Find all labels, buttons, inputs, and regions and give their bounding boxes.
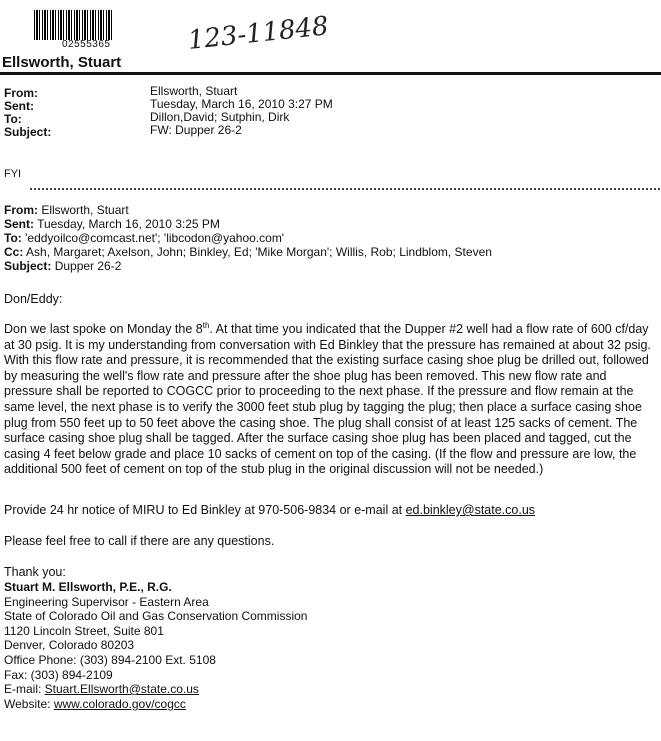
sent-value: Tuesday, March 16, 2010 3:27 PM bbox=[150, 97, 333, 111]
signature-website-line bbox=[4, 697, 307, 712]
signature-email-label: E-mail: bbox=[4, 682, 45, 697]
fwd-sent-value: Tuesday, March 16, 2010 3:25 PM bbox=[37, 217, 220, 231]
to-value: Dillon,David; Sutphin, Dirk bbox=[150, 110, 290, 124]
barcode bbox=[34, 10, 112, 40]
from-value: Ellsworth, Stuart bbox=[150, 84, 238, 98]
signature-street: 1120 Lincoln Street, Suite 801 bbox=[4, 623, 164, 638]
subject-label: Subject: bbox=[4, 125, 52, 139]
barcode-number: 02555365 bbox=[62, 39, 111, 50]
signature-office-phone: Office Phone: (303) 894-2100 Ext. 5108 bbox=[4, 652, 216, 667]
fwd-from-label: From: bbox=[4, 203, 38, 217]
sent-label: Sent: bbox=[4, 99, 34, 113]
fwd-from bbox=[4, 203, 129, 217]
fwd-sent-label: Sent: bbox=[4, 217, 34, 231]
signature-website-label: Website: bbox=[4, 696, 54, 711]
body-paragraph-main bbox=[4, 322, 656, 478]
to-label: To: bbox=[4, 112, 22, 126]
greeting: Don/Eddy: bbox=[4, 292, 63, 306]
subject-value: FW: Dupper 26-2 bbox=[150, 123, 242, 137]
signature-city: Denver, Colorado 80203 bbox=[4, 638, 135, 653]
body-paragraph-notice bbox=[4, 503, 656, 519]
fwd-sent bbox=[4, 217, 220, 231]
handwritten-note: 123-11848 bbox=[186, 11, 330, 56]
signature-fax: Fax: (303) 894-2109 bbox=[4, 667, 113, 682]
signature-name: Stuart M. Ellsworth, P.E., R.G. bbox=[4, 580, 172, 594]
fwd-subject-label: Subject: bbox=[4, 259, 52, 273]
sender-display-name: Ellsworth, Stuart bbox=[2, 54, 122, 71]
from-label: From: bbox=[4, 86, 38, 100]
closing: Thank you: bbox=[4, 565, 66, 579]
header-divider bbox=[0, 72, 661, 75]
signature-website-link[interactable]: www.colorado.gov/cogcc bbox=[53, 696, 186, 711]
signature-title: Engineering Supervisor - Eastern Area bbox=[4, 594, 209, 609]
binkley-email-link[interactable]: ed.binkley@state.co.us bbox=[405, 503, 536, 517]
para1-superscript: th bbox=[202, 320, 210, 330]
fwd-cc bbox=[4, 245, 492, 259]
notice-text: Provide 24 hr notice of MIRU to Ed Binkley at 970-506-9834 or e-mail at bbox=[4, 503, 406, 517]
fwd-subject bbox=[4, 259, 121, 273]
para1-start: Don we last spoke on Monday the 8 bbox=[4, 322, 203, 336]
fwd-cc-label: Cc: bbox=[4, 245, 24, 259]
signature-email-line bbox=[4, 682, 307, 697]
signature-email-link[interactable]: Stuart.Ellsworth@state.co.us bbox=[44, 682, 199, 697]
fwd-to bbox=[4, 231, 284, 245]
fwd-from-value: Ellsworth, Stuart bbox=[41, 203, 129, 217]
signature-org: State of Colorado Oil and Gas Conservation Commission bbox=[4, 609, 308, 624]
body-paragraph-questions: Please feel free to call if there are any questions. bbox=[4, 534, 275, 548]
fwd-subject-value: Dupper 26-2 bbox=[54, 259, 122, 273]
fwd-to-label: To: bbox=[4, 231, 22, 245]
signature-block bbox=[4, 580, 307, 711]
fwd-to-value: 'eddyoilco@comcast.net'; 'libcodon@yahoo.com' bbox=[25, 231, 285, 245]
forward-separator bbox=[30, 188, 660, 190]
para1-rest: . At that time you indicated that the Dupper #2 well had a flow rate of 600 cf/day at 30 psig. It is my understanding from conversation with Ed Binkley that the pressure has remained at about 32 psig. With this flow rate and pressure, it is recommended that the existing surface casing shoe plug be drilled out, followed by measuring the well's flow rate and pressure after the shoe plug has been removed. This new flow rate and pressure shall be reported to COGCC prior to proceeding to the next phase. If the pressure and flow remain at the same level, the next phase is to verify the 3000 feet stub plug by tagging the plug; then place a surface casing shoe plug from 550 feet up to 50 feet above the casing shoe. The plug shall consist of at least 125 sacks of cement. The surface casing shoe plug shall be tagged. After the surface casing shoe plug has been placed and tagged, cut the casing 4 feet below grade and place 10 sacks of cement on top of the casing. (If the flow and pressure are low, the additional 500 feet of cement on top of the stub plug in the original discussion will not be needed.) bbox=[4, 322, 651, 477]
fyi-note: FYI bbox=[4, 168, 22, 180]
fwd-cc-value: Ash, Margaret; Axelson, John; Binkley, Ed; 'Mike Morgan'; Willis, Rob; Lindblom, Steven bbox=[26, 245, 492, 259]
